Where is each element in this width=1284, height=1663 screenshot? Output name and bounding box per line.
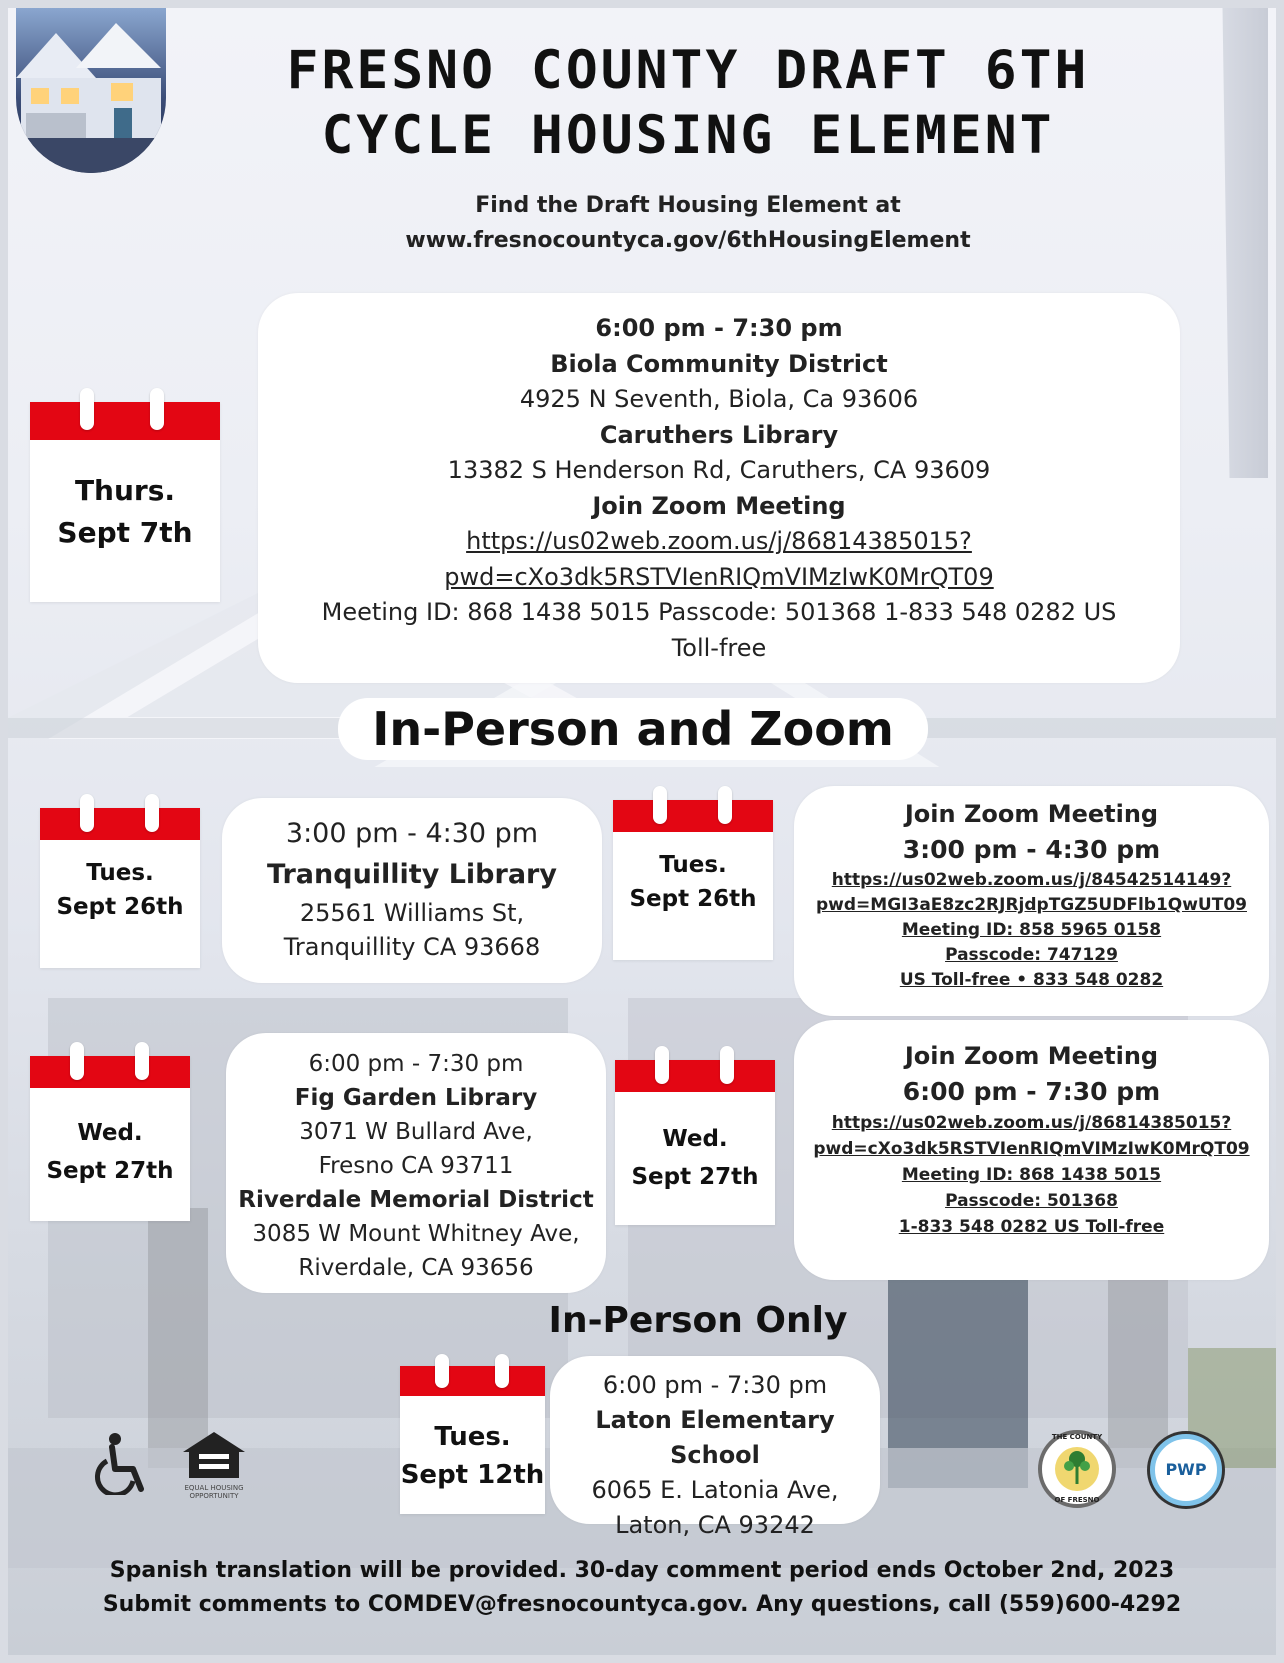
section-heading-inperson-only: In-Person Only	[548, 1300, 848, 1341]
subtitle-line-1: Find the Draft Housing Element at	[475, 193, 901, 218]
event1-venue2: Caruthers Library	[599, 420, 839, 449]
footer-line1: Spanish translation will be provided. 30-day comment period ends October 2nd, 2023	[109, 1558, 1175, 1583]
event4-date: Sept 12th	[400, 1460, 545, 1490]
house-icon	[16, 8, 166, 173]
zoom2-meeting-id: Meeting ID: 858 5965 0158	[901, 920, 1162, 940]
zoom2-day: Tues.	[659, 852, 727, 878]
event2-venue: Tranquillity Library	[267, 859, 557, 890]
event1-zoom-label: Join Zoom Meeting	[592, 491, 846, 520]
calendar-icon-sept-27	[30, 1056, 190, 1221]
zoom3-day: Wed.	[662, 1126, 728, 1152]
event1-venue1: Biola Community District	[550, 349, 888, 378]
event3-address1b: Fresno CA 93711	[318, 1153, 514, 1179]
event1-meeting-info-line1: Meeting ID: 868 1438 5015 Passcode: 501368 1-833 548 0282 US	[321, 598, 1117, 626]
event1-card	[258, 293, 1180, 683]
event1-zoom-link-line1[interactable]: https://us02web.zoom.us/j/86814385015?	[466, 527, 972, 555]
event1-meeting-info-line2: Toll-free	[671, 633, 767, 662]
zoom3-link-line2[interactable]: pwd=cXo3dk5RSTVIenRIQmVIMzIwK0MrQT09	[813, 1139, 1250, 1159]
event3-venue1: Fig Garden Library	[294, 1085, 538, 1111]
zoom3-time: 6:00 pm - 7:30 pm	[902, 1077, 1161, 1106]
event3-address2a: 3085 W Mount Whitney Ave,	[252, 1221, 580, 1247]
event2-card	[222, 798, 602, 983]
flyer	[8, 8, 1276, 1655]
event1-date: Sept 7th	[57, 516, 193, 549]
page-curl	[1198, 8, 1268, 478]
event2-address2: Tranquillity CA 93668	[283, 933, 541, 961]
equal-housing-label2: OPPORTUNITY	[189, 1492, 239, 1500]
zoom2-passcode: Passcode: 747129	[945, 945, 1118, 965]
subtitle	[308, 188, 1068, 258]
zoom2-link-line1[interactable]: https://us02web.zoom.us/j/84542514149?	[831, 870, 1232, 890]
zoom2-card	[794, 786, 1269, 1016]
zoom2-tollfree: US Toll-free • 833 548 0282	[899, 970, 1164, 990]
event4-address2: Laton, CA 93242	[615, 1511, 815, 1539]
calendar-icon-sept-12	[400, 1366, 545, 1514]
county-seal-logo	[1038, 1430, 1116, 1508]
event3-date: Sept 27th	[46, 1158, 174, 1184]
event3-time: 6:00 pm - 7:30 pm	[308, 1051, 524, 1077]
page-title	[208, 38, 1168, 168]
equal-housing-label1: EQUAL HOUSING	[184, 1484, 244, 1492]
event3-address2b: Riverdale, CA 93656	[298, 1255, 534, 1281]
event1-zoom-link-line2[interactable]: pwd=cXo3dk5RSTVIenRIQmVIMzIwK0MrQT09	[444, 562, 994, 591]
zoom3-date: Sept 27th	[631, 1164, 759, 1190]
zoom2-date: Sept 26th	[629, 886, 757, 912]
pwp-label: PWP	[1165, 1460, 1207, 1479]
event4-time: 6:00 pm - 7:30 pm	[602, 1371, 828, 1399]
wheelchair-icon	[93, 1433, 153, 1495]
zoom2-label: Join Zoom Meeting	[904, 800, 1159, 828]
event3-venue2: Riverdale Memorial District	[238, 1187, 594, 1213]
zoom3-label: Join Zoom Meeting	[904, 1042, 1159, 1070]
event4-venue: Laton Elementary School	[595, 1406, 835, 1469]
event4-card	[550, 1356, 880, 1539]
zoom2-time: 3:00 pm - 4:30 pm	[902, 835, 1161, 864]
housing-element-link[interactable]: www.fresnocountyca.gov/6thHousingElement	[405, 228, 971, 253]
event3-card	[226, 1033, 606, 1293]
event2-time: 3:00 pm - 4:30 pm	[285, 818, 539, 849]
event2-address1: 25561 Williams St,	[299, 899, 525, 927]
event1-address2: 13382 S Henderson Rd, Caruthers, CA 93609	[447, 456, 991, 484]
zoom3-link-line1[interactable]: https://us02web.zoom.us/j/86814385015?	[831, 1113, 1232, 1133]
zoom3-tollfree: 1-833 548 0282 US Toll-free	[898, 1217, 1165, 1237]
calendar-icon-sept-26-zoom	[613, 800, 773, 960]
house-photo	[16, 8, 166, 173]
equal-housing-logo	[176, 1430, 252, 1502]
calendar-icon-sept-27-zoom	[615, 1060, 775, 1225]
event1-time: 6:00 pm - 7:30 pm	[595, 314, 843, 342]
event2-date: Sept 26th	[56, 894, 184, 920]
zoom3-card	[794, 1020, 1269, 1280]
calendar-icon-sept-7	[30, 402, 220, 602]
county-seal-icon	[1042, 1434, 1112, 1504]
event3-address1a: 3071 W Bullard Ave,	[299, 1119, 533, 1145]
event2-day: Tues.	[86, 860, 154, 886]
footer	[8, 1554, 1276, 1622]
pwp-logo	[1150, 1434, 1222, 1506]
section-heading-inperson-zoom: In-Person and Zoom	[338, 698, 928, 760]
event1-day: Thurs.	[74, 474, 176, 507]
seal-bottom-text: OF FRESNO	[1054, 1496, 1100, 1504]
event3-day: Wed.	[77, 1120, 143, 1146]
zoom3-meeting-id: Meeting ID: 868 1438 5015	[901, 1165, 1162, 1185]
equal-housing-icon	[181, 1430, 247, 1480]
event4-day: Tues.	[434, 1422, 511, 1452]
footer-line2: Submit comments to COMDEV@fresnocountyca.gov. Any questions, call (559)600-4292	[102, 1592, 1182, 1617]
event1-address1: 4925 N Seventh, Biola, Ca 93606	[519, 385, 919, 413]
event4-address1: 6065 E. Latonia Ave,	[591, 1476, 839, 1504]
title-line-2: CYCLE HOUSING ELEMENT	[321, 105, 1055, 166]
seal-top-text: THE COUNTY	[1051, 1433, 1103, 1441]
zoom3-passcode: Passcode: 501368	[945, 1191, 1118, 1211]
zoom2-link-line2[interactable]: pwd=MGI3aE8zc2RJRjdpTGZ5UDFlb1QwUT09	[816, 895, 1247, 915]
calendar-icon-sept-26	[40, 808, 200, 968]
title-line-1: FRESNO COUNTY DRAFT 6TH	[286, 40, 1090, 101]
